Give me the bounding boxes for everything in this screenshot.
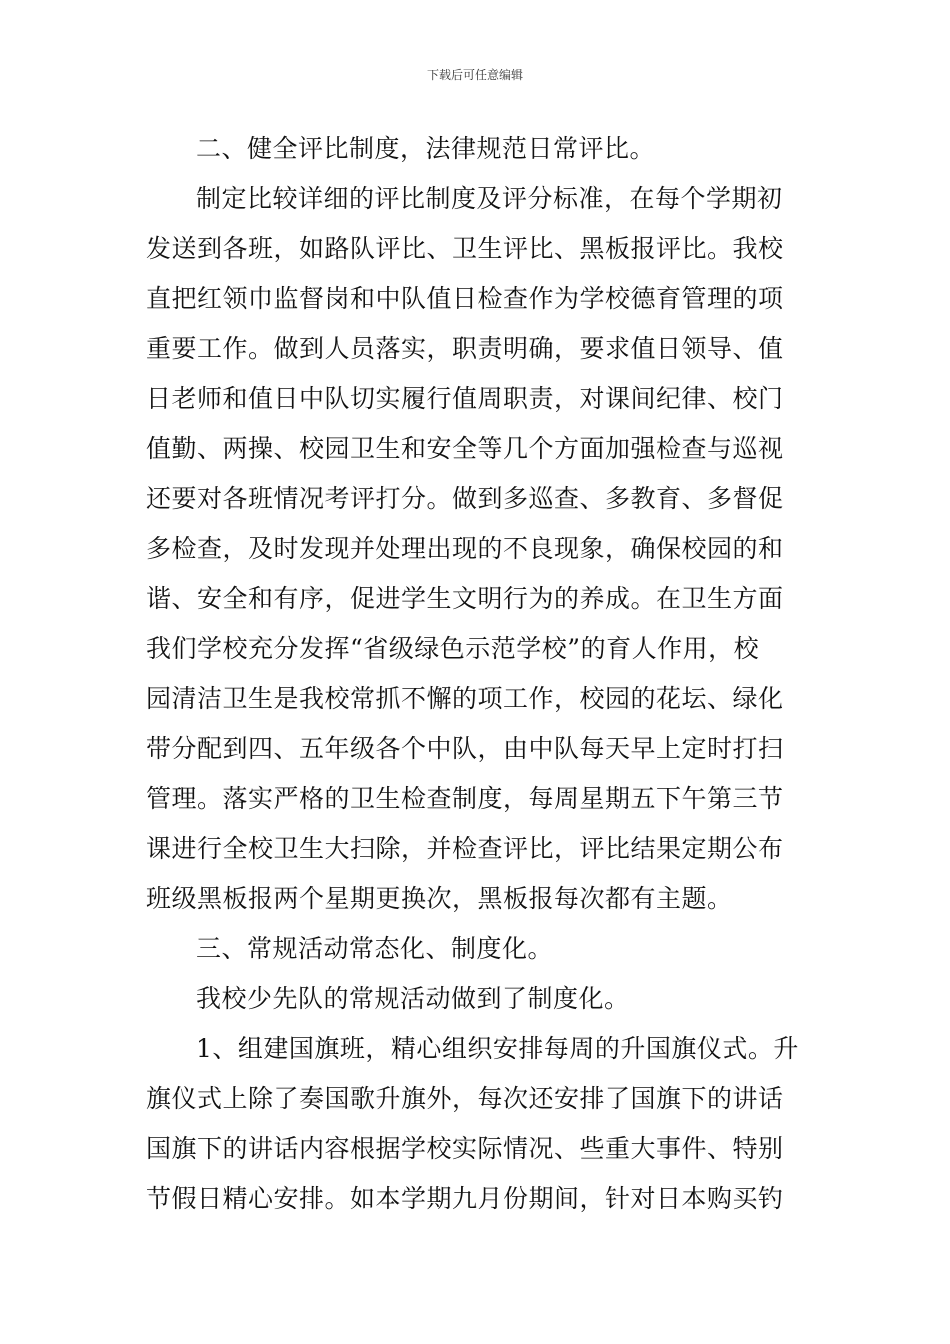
- paragraph-line: 发送到各班，如路队评比、卫生评比、黑板报评比。我校: [146, 234, 784, 263]
- paragraph-line: 还要对各班情况考评打分。做到多巡查、多教育、多督促: [146, 484, 784, 513]
- page-header: 下载后可任意编辑: [426, 68, 523, 82]
- paragraph-line: 我们学校充分发挥“省级绿色示范学校”的育人作用，校: [146, 634, 760, 663]
- paragraph-line: 管理。落实严格的卫生检查制度，每周星期五下午第三节: [146, 784, 784, 813]
- paragraph-line: 班级黑板报两个星期更换次，黑板报每次都有主题。: [146, 884, 733, 913]
- paragraph-line: 带分配到四、五年级各个中队，由中队每天早上定时打扫: [146, 734, 784, 763]
- paragraph-line: 1、组建国旗班，精心组织安排每周的升国旗仪式。升: [196, 1034, 799, 1063]
- paragraph-line: 重要工作。做到人员落实，职责明确，要求值日领导、值: [146, 334, 784, 363]
- paragraph-line: 课进行全校卫生大扫除，并检查评比，评比结果定期公布: [146, 834, 784, 863]
- section-heading: 三、常规活动常态化、制度化。: [196, 934, 554, 963]
- paragraph-line: 旗仪式上除了奏国歌升旗外，每次还安排了国旗下的讲话: [146, 1084, 784, 1113]
- paragraph-line: 国旗下的讲话内容根据学校实际情况、些重大事件、特别: [146, 1134, 784, 1163]
- paragraph-line: 直把红领巾监督岗和中队值日检查作为学校德育管理的项: [146, 284, 784, 313]
- paragraph-line: 日老师和值日中队切实履行值周职责，对课间纪律、校门: [146, 384, 784, 413]
- section-heading: 二、健全评比制度，法律规范日常评比。: [196, 134, 656, 163]
- paragraph-line: 节假日精心安排。如本学期九月份期间，针对日本购买钓: [146, 1184, 784, 1213]
- paragraph-line: 园清洁卫生是我校常抓不懈的项工作，校园的花坛、绿化: [146, 684, 784, 713]
- paragraph-line: 谐、安全和有序，促进学生文明行为的养成。在卫生方面: [146, 584, 784, 613]
- paragraph-line: 多检查，及时发现并处理出现的不良现象，确保校园的和: [146, 534, 784, 563]
- paragraph-line: 我校少先队的常规活动做到了制度化。: [196, 984, 630, 1013]
- paragraph-line: 值勤、两操、校园卫生和安全等几个方面加强检查与巡视: [146, 434, 784, 463]
- paragraph-line: 制定比较详细的评比制度及评分标准，在每个学期初: [196, 184, 783, 213]
